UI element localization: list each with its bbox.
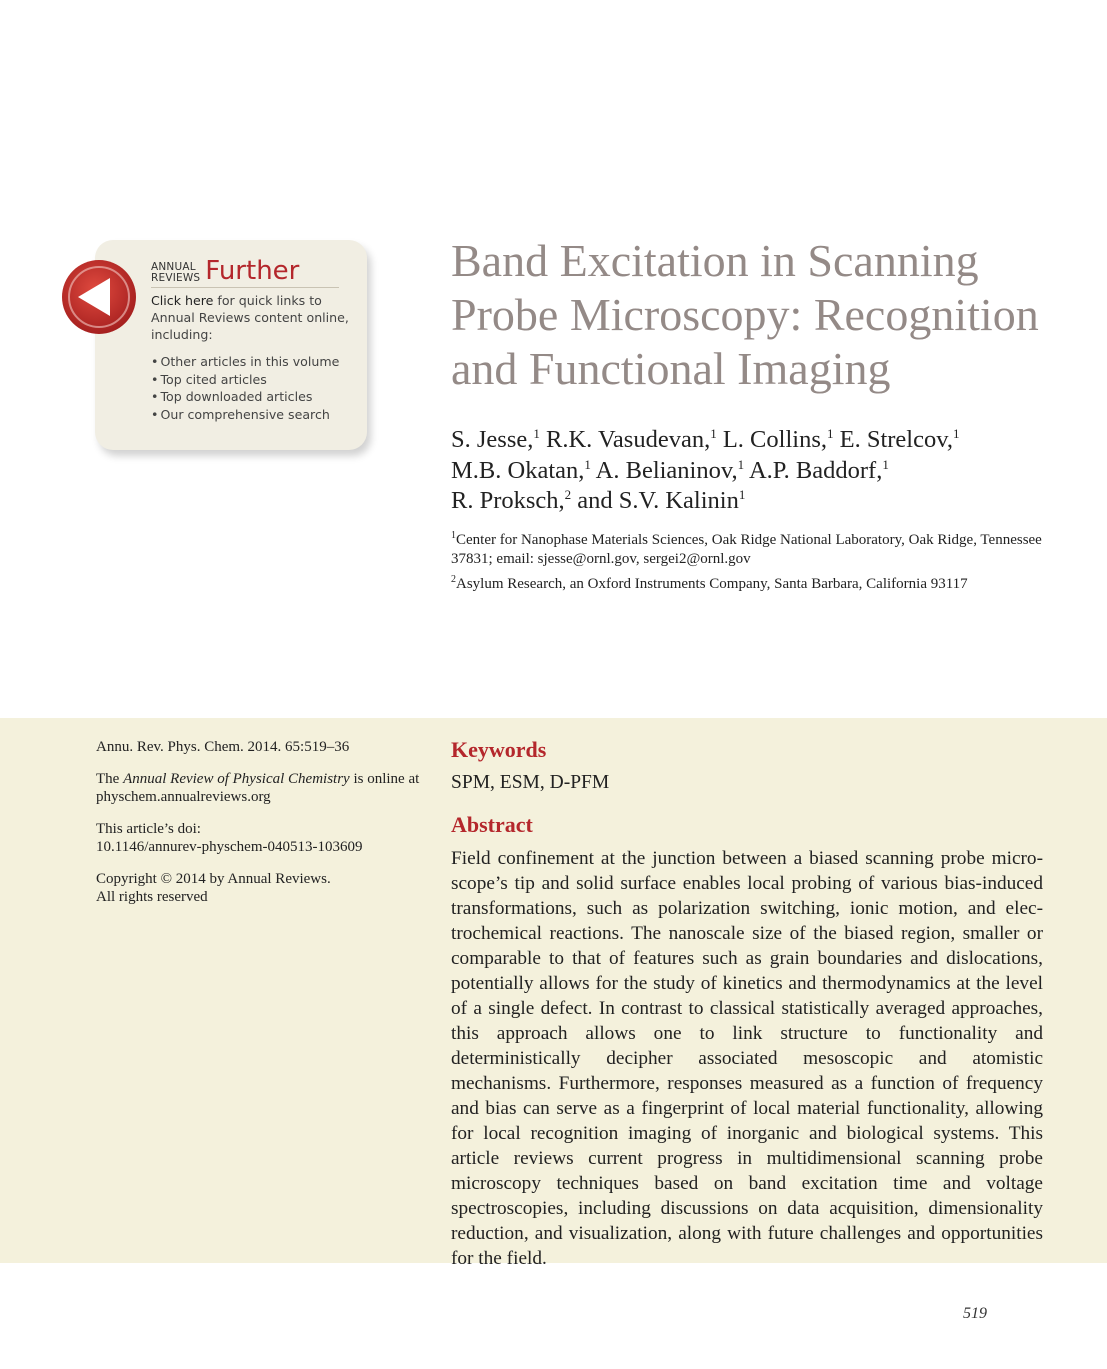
further-title: Further (205, 256, 300, 286)
further-item-other-articles[interactable]: • Other articles in this volume (151, 353, 351, 371)
article-info-sidebar (96, 738, 426, 920)
copyright-block (96, 870, 426, 907)
further-small-top: ANNUAL (151, 261, 196, 273)
keywords-list: SPM, ESM, D-PFM (451, 772, 610, 793)
further-item-top-downloaded[interactable]: • Top downloaded articles (151, 388, 351, 406)
page-number: 519 (963, 1305, 987, 1322)
author-affil-sup: 1 (738, 487, 746, 502)
author-name: A. Belianinov, (595, 456, 738, 484)
affiliation-text: Center for Nanophase Materials Sciences, Oak Ridge National Laboratory, Oak Ridge, Tennessee 37831; email: sjesse@ornl.gov, sergei2@ornl.gov (451, 532, 1042, 567)
author-affil-sup: 1 (584, 456, 591, 472)
author-affil-sup: 1 (882, 456, 889, 472)
abstract-heading: Abstract (451, 812, 533, 837)
author-affil-sup: 1 (710, 426, 717, 441)
author-name: A.P. Baddorf, (748, 456, 883, 484)
doi-block (96, 820, 426, 857)
doi-value[interactable]: 10.1146/annurev-physchem-040513-103609 (96, 839, 363, 855)
rights: All rights reserved (96, 889, 208, 905)
author-name: E. Strelcov, (839, 426, 954, 453)
further-item-search[interactable]: • Our comprehensive search (151, 406, 351, 424)
back-arrow-icon[interactable] (60, 258, 138, 336)
click-here-link[interactable]: Click here (151, 293, 214, 308)
author-affil-sup: 1 (737, 456, 745, 472)
affiliation-text: Asylum Research, an Oxford Instruments Company, Santa Barbara, California 93117 (456, 576, 968, 592)
copyright: Copyright © 2014 by Annual Reviews. (96, 870, 331, 887)
author-name: M.B. Okatan, (451, 456, 585, 484)
author-affil-sup: 1 (826, 426, 834, 441)
affiliation-1 (451, 531, 1061, 569)
abstract-text: Field confinement at the junction between a biased scanning probe microscope’s tip and solid surface enables local probing of various bias-induced transformations, such as polarization switching, ionic motion, and electrochemical reactions. The nanoscale size of the biased region, smaller or comparable to that of features such as grain boundaries and dislocations, potentially allows for the study of kinetics and thermodynamics at the level of a single defect. In contrast to classical statistically averaged approaches, this approach allows one to link structure to functionality and deterministically decipher associated mesoscopic and atomistic mechanisms. Furthermore, responses measured as a function of frequency and bias can serve as a fingerprint of local material functionality, allowing for local recognition imaging of inorganic and biological systems. This article reviews current progress in multidimensional scanning probe microscopy techniques based on band excitation time and voltage spectroscopies, including discussions on data acquisition, dimensionality reduction, and visualization, along with future challenges and opportunities for the field. (451, 848, 1043, 1269)
affiliation-sup: 2 (451, 574, 456, 585)
journal-name: Annual Review of Physical Chemistry (123, 770, 350, 787)
further-desc-text: for quick links to Annual Reviews content online, including: (151, 293, 349, 342)
keywords-heading: Keywords (451, 737, 547, 762)
author-name: R.K. Vasudevan, (545, 426, 711, 453)
further-small-bottom: REVIEWS (151, 272, 201, 284)
further-list (151, 353, 351, 423)
article-title: Band Excitation in Scanning Probe Microscopy: Recognition and Functional Imaging (451, 235, 1039, 394)
further-description (151, 292, 351, 343)
author-affil-sup: 2 (564, 487, 572, 502)
author-name: L. Collins, (722, 426, 827, 453)
doi-label: This article’s doi: (96, 820, 201, 837)
author-name: and S.V. Kalinin (577, 487, 739, 514)
author-name: R. Proksch, (451, 487, 565, 514)
author-name: S. Jesse, (451, 426, 534, 453)
further-header (151, 258, 339, 288)
author-affil-sup: 1 (953, 426, 960, 441)
affiliation-2 (451, 575, 1061, 594)
further-links (151, 258, 351, 423)
citation: Annu. Rev. Phys. Chem. 2014. 65:519–36 (96, 739, 350, 755)
further-item-top-cited[interactable]: • Top cited articles (151, 371, 351, 389)
author-affil-sup: 1 (533, 426, 540, 441)
affiliation-sup: 1 (451, 530, 456, 541)
online-note: The Annual Review of Physical Chemistry is online at physchem.annualreviews.org (96, 770, 420, 805)
author-list (451, 425, 1071, 517)
